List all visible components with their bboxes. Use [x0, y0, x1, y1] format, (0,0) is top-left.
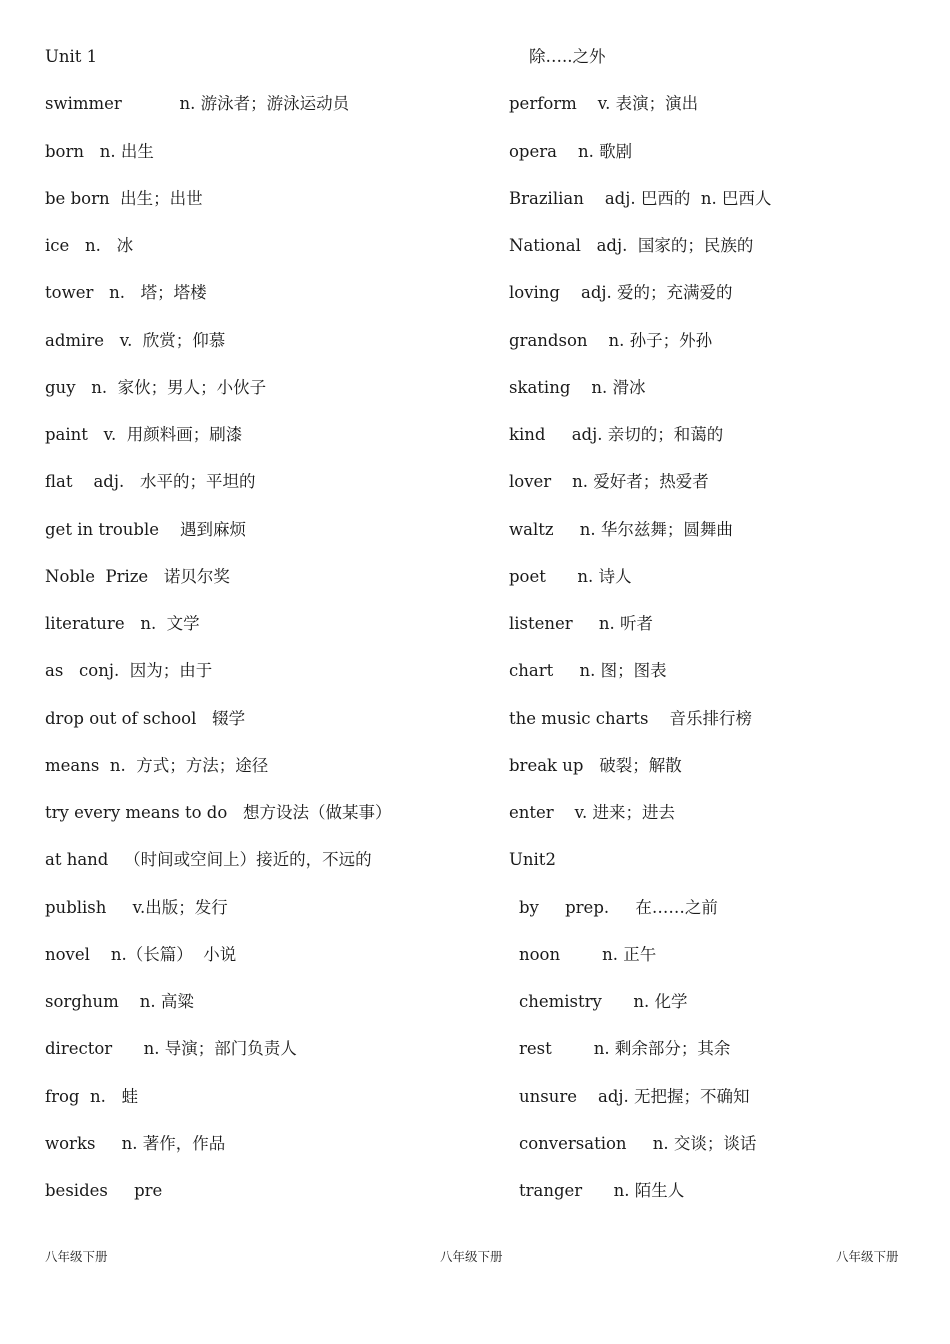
vocabulary-line: frog n. 蛙	[45, 1086, 139, 1106]
vocabulary-line: loving adj. 爱的；充满爱的	[509, 283, 733, 303]
vocabulary-line: at hand （时间或空间上）接近的，不远的	[45, 850, 372, 870]
footer-left-label: 八年级下册	[45, 1249, 108, 1264]
vocabulary-line: 除…..之外	[529, 47, 606, 66]
right-vocabulary-column	[509, 41, 929, 1222]
vocabulary-line: director n. 导演；部门负责人	[45, 1039, 297, 1059]
vocabulary-line: Brazilian adj. 巴西的 n. 巴西人	[509, 188, 772, 208]
vocabulary-line: conversation n. 交谈；谈话	[519, 1133, 757, 1153]
vocabulary-line: works n. 著作，作品	[45, 1133, 226, 1153]
vocabulary-line: swimmer n. 游泳者；游泳运动员	[45, 94, 350, 114]
vocabulary-line: break up 破裂；解散	[509, 755, 682, 775]
vocabulary-line: publish v.出版；发行	[45, 897, 228, 917]
vocabulary-line: admire v. 欣赏；仰慕	[45, 330, 226, 350]
vocabulary-line: born n. 出生	[45, 141, 154, 161]
vocabulary-line: try every means to do 想方设法（做某事）	[45, 803, 392, 822]
vocabulary-line: the music charts 音乐排行榜	[509, 708, 752, 728]
vocabulary-line: waltz n. 华尔兹舞；圆舞曲	[509, 519, 733, 539]
vocabulary-line: chemistry n. 化学	[519, 992, 688, 1011]
vocabulary-line: opera n. 歌剧	[509, 141, 633, 161]
vocabulary-line: lover n. 爱好者；热爱者	[509, 472, 709, 492]
vocabulary-line: tranger n. 陌生人	[519, 1181, 685, 1200]
vocabulary-line: Unit 1	[45, 47, 98, 66]
vocabulary-line: tower n. 塔；塔楼	[45, 283, 207, 303]
vocabulary-line: guy n. 家伙；男人；小伙子	[45, 377, 267, 397]
vocabulary-line: ice n. 冰	[45, 236, 134, 255]
vocabulary-line: paint v. 用颜料画；刷漆	[45, 425, 243, 444]
vocabulary-line: kind adj. 亲切的；和蔼的	[509, 425, 724, 444]
vocabulary-line: novel n.（长篇） 小说	[45, 944, 237, 964]
footer-right-label: 八年级下册	[836, 1249, 899, 1264]
vocabulary-line: noon n. 正午	[519, 944, 657, 964]
vocabulary-line: sorghum n. 高粱	[45, 992, 194, 1011]
vocabulary-line: be born 出生；出世	[45, 188, 203, 208]
vocabulary-line: chart n. 图；图表	[509, 661, 667, 681]
vocabulary-line: grandson n. 孙子；外孙	[509, 330, 713, 350]
footer-center-label: 八年级下册	[440, 1249, 503, 1264]
vocabulary-line: drop out of school 辍学	[45, 708, 246, 728]
vocabulary-line: enter v. 进来；进去	[509, 803, 676, 822]
vocabulary-line: perform v. 表演；演出	[509, 94, 699, 114]
vocabulary-line: means n. 方式；方法；途径	[45, 755, 269, 775]
vocabulary-line: flat adj. 水平的；平坦的	[45, 472, 256, 492]
vocabulary-line: get in trouble 遇到麻烦	[45, 519, 247, 539]
vocabulary-line: Noble Prize 诺贝尔奖	[45, 566, 230, 586]
vocabulary-line: listener n. 听者	[509, 614, 654, 633]
left-vocabulary-column	[45, 41, 485, 1222]
vocabulary-line: by prep. 在……之前	[519, 897, 718, 917]
vocabulary-line: literature n. 文学	[45, 614, 200, 633]
vocabulary-line: Unit2	[509, 850, 556, 870]
vocabulary-line: National adj. 国家的；民族的	[509, 236, 754, 255]
vocabulary-line: poet n. 诗人	[509, 566, 632, 586]
vocabulary-line: skating n. 滑冰	[509, 377, 646, 397]
vocabulary-line: as conj. 因为；由于	[45, 661, 213, 681]
vocabulary-line: besides pre	[45, 1181, 163, 1200]
vocabulary-line: unsure adj. 无把握；不确知	[519, 1086, 750, 1106]
vocabulary-line: rest n. 剩余部分；其余	[519, 1039, 731, 1059]
